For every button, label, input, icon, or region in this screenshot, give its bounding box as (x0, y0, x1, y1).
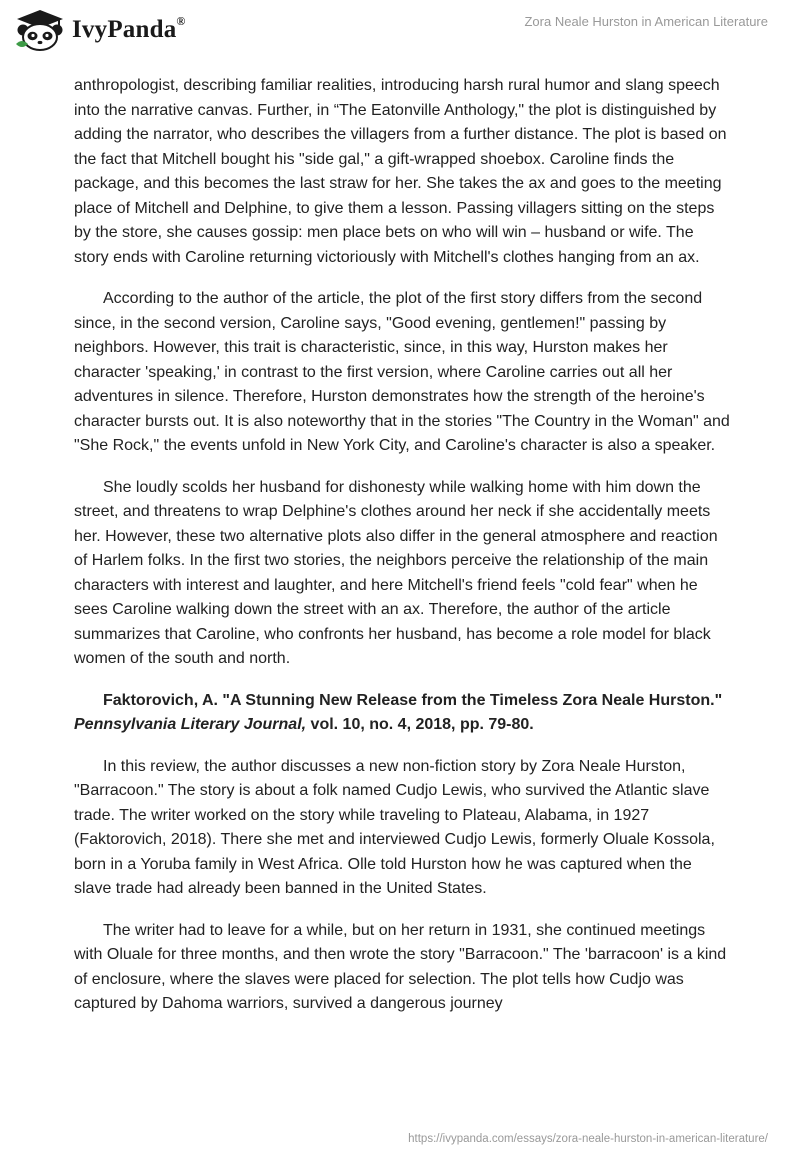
paragraph-3: She loudly scolds her husband for dishonesty while walking home with him down the street, and threatens to wrap Delphine's clothes around her neck if she accidentally meets her. However, these two alternative plots also differ in the general atmosphere and reaction of Harlem folks. In the first two stories, the neighbors perceive the relationship of the main characters with interest and laughter, and here Mitchell's friend feels "cold fear" when he sees Caroline walking down the street with an ax. Therefore, the author of the article summarizes that Caroline, who confronts her husband, has become a role model for black women of the south and north. (74, 478, 718, 667)
panda-logo-icon (14, 8, 66, 52)
source-url[interactable]: https://ivypanda.com/essays/zora-neale-hurston-in-american-literature/ (408, 1133, 768, 1145)
page-header (0, 0, 800, 70)
citation-author-title: Faktorovich, A. "A Stunning New Release from the Timeless Zora Neale Hurston." (103, 691, 723, 709)
paragraph-5: The writer had to leave for a while, but on her return in 1931, she continued meetings with Oluale for three months, and then wrote the story "Barracoon." The 'barracoon' is a kind of enclosure, where the slaves were placed for selection. The plot tells how Cudjo was captured by Dahoma warriors, survived a dangerous journey (74, 921, 727, 1012)
works-cited-entry (74, 689, 730, 738)
essay-body (74, 74, 730, 1034)
paragraph-1: anthropologist, describing familiar realities, introducing harsh rural humor and slang speech into the narrative canvas. Further, in “The Eatonville Anthology," the plot is distinguished by adding the narrator, who describes the villagers from a further distance. The plot is based on the fact that Mitchell bought his "side gal," a gift-wrapped shoebox. Caroline finds the package, and this becomes the last straw for her. She takes the ax and goes to the meeting place of Mitchell and Delphine, to give them a lesson. Passing villagers sitting on the steps by the store, she causes gossip: men place bets on who will win – husband or wife. The story ends with Caroline returning victoriously with Mitchell's clothes hanging from an ax. (74, 77, 727, 266)
document-title: Zora Neale Hurston in American Literature (524, 14, 768, 29)
paragraph-4: In this review, the author discusses a new non-fiction story by Zora Neale Hurston, "Barracoon." The story is about a folk named Cudjo Lewis, who survived the Atlantic slave trade. The writer worked on the story while traveling to Plateau, Alabama, in 1927 (Faktorovich, 2018). There she met and interviewed Cudjo Lewis, formerly Oluale Kossola, born in a Yoruba family in West Africa. Olle told Hurston how he was captured when the slave trade had already been banned in the United States. (74, 757, 715, 897)
citation-journal: Pennsylvania Literary Journal, (74, 716, 307, 733)
citation-details: vol. 10, no. 4, 2018, pp. 79-80. (306, 716, 534, 733)
paragraph-2: According to the author of the article, the plot of the first story differs from the second since, in the second version, Caroline says, "Good evening, gentlemen!" passing by neighbors. However, this trait is characteristic, since, in this way, Hurston makes her character 'speaking,' in contrast to the first version, where Caroline carries out all her adventures in silence. Therefore, Hurston demonstrates how the strength of the heroine's character bursts out. It is also noteworthy that in the stories "The Country in the Woman" and "She Rock," the events unfold in New York City, and Caroline's character is also a speaker. (74, 290, 730, 454)
logo-wordmark: IvyPanda® (72, 14, 186, 43)
ivypanda-logo[interactable] (14, 8, 186, 52)
registered-mark: ® (176, 14, 186, 28)
